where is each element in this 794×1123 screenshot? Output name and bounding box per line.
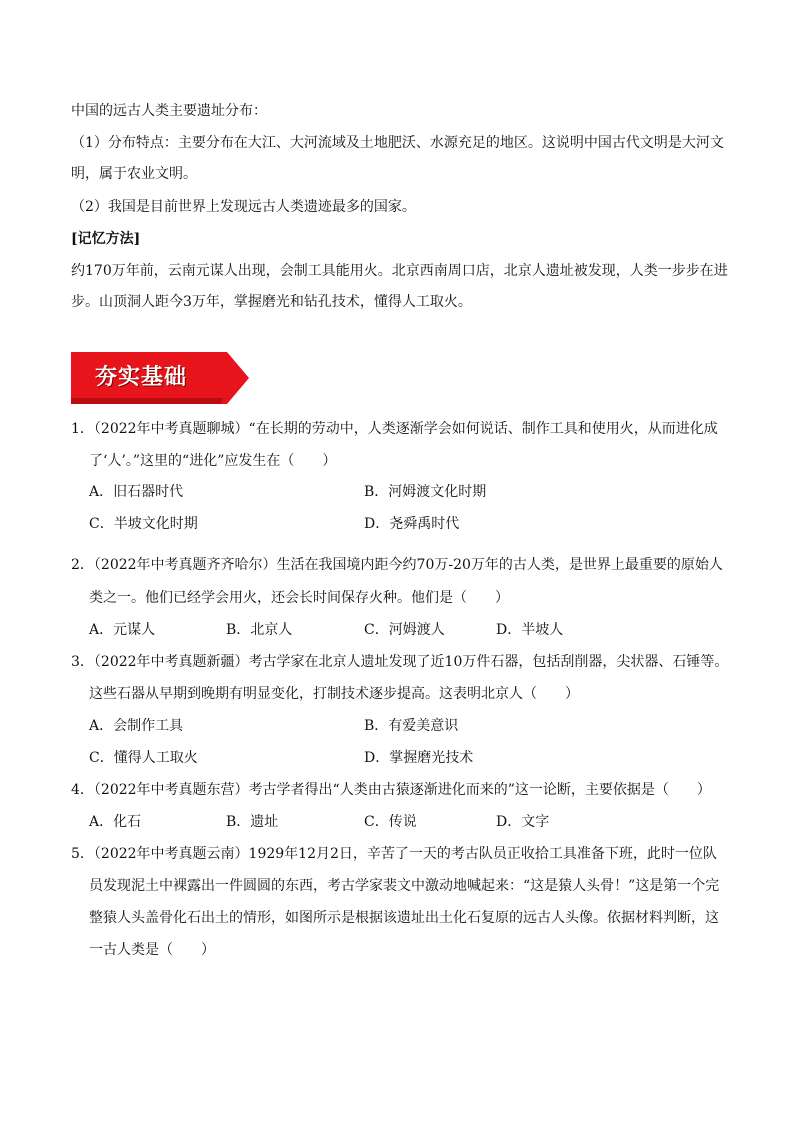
- memory-line2: 步。山顶洞人距今3万年，掌握磨光和钻孔技术，懂得人工取火。: [71, 294, 472, 310]
- question-4-option-a[interactable]: A．化石: [89, 814, 142, 830]
- question-1-line2: 了‘人’。”这里的“进化”应发生在（ ）: [89, 453, 337, 469]
- question-4-line1: 4．（2022年中考真题东营）考古学者得出“人类由古猿逐渐进化而来的”这一论断，主要依据是（ ）: [71, 782, 711, 798]
- question-1-option-b[interactable]: B．河姆渡文化时期: [364, 484, 487, 500]
- question-2-option-c[interactable]: C．河姆渡人: [364, 622, 445, 638]
- intro-point1-line1: （1）分布特点：主要分布在大江、大河流域及土地肥沃、水源充足的地区。这说明中国古代文明是大河文: [71, 135, 724, 151]
- intro-heading: 中国的远古人类主要遗址分布：: [71, 103, 267, 119]
- question-1-line1: 1．（2022年中考真题聊城）“在长期的劳动中，人类逐渐学会如何说话、制作工具和使用火，从而进化成: [71, 421, 718, 437]
- question-4-option-b[interactable]: B．遗址: [226, 814, 279, 830]
- question-2-option-a[interactable]: A．元谋人: [89, 622, 156, 638]
- question-1-option-d[interactable]: D．尧舜禹时代: [364, 516, 460, 532]
- question-4-option-c[interactable]: C．传说: [364, 814, 417, 830]
- question-4-option-d[interactable]: D．文字: [496, 814, 550, 830]
- question-5-line2: 员发现泥土中裸露出一件圆圆的东西，考古学家裴文中激动地喊起来：“这是猿人头骨！”这是第一个完: [89, 878, 720, 894]
- question-2-line1: 2．（2022年中考真题齐齐哈尔）生活在我国境内距今约70万-20万年的古人类，是世界上最重要的原始人: [71, 557, 723, 573]
- question-3-option-a[interactable]: A．会制作工具: [89, 718, 184, 734]
- question-5-line4: 一古人类是（ ）: [89, 942, 215, 958]
- memory-title: [记忆方法]: [71, 231, 141, 247]
- question-1-option-c[interactable]: C．半坡文化时期: [89, 516, 198, 532]
- question-5-line1: 5．（2022年中考真题云南）1929年12月2日，辛苦了一天的考古队员正收拾工具准备下班，此时一位队: [71, 846, 717, 862]
- intro-point2: （2）我国是目前世界上发现远古人类遗迹最多的国家。: [71, 199, 416, 215]
- section-banner-label: 夯实基础: [95, 365, 188, 390]
- intro-point1-line2: 明，属于农业文明。: [71, 166, 197, 182]
- question-3-option-b[interactable]: B．有爱美意识: [364, 718, 459, 734]
- question-3-line1: 3．（2022年中考真题新疆）考古学家在北京人遗址发现了近10万件石器，包括刮削器，尖状器、石锤等。: [71, 654, 729, 670]
- question-5-line3: 整猿人头盖骨化石出土的情形，如图所示是根据该遗址出土化石复原的远古人头像。依据材料判断，这: [89, 910, 719, 926]
- question-3-line2: 这些石器从早期到晚期有明显变化，打制技术逐步提高。这表明北京人（ ）: [89, 686, 579, 702]
- section-banner: [71, 352, 249, 404]
- question-2-line2: 类之一。他们已经学会用火，还会长时间保存火种。他们是（ ）: [89, 590, 509, 606]
- question-2-option-b[interactable]: B．北京人: [226, 622, 293, 638]
- memory-line1: 约170万年前，云南元谋人出现，会制工具能用火。北京西南周口店，北京人遗址被发现，人类一步步在进: [71, 263, 728, 279]
- question-3-option-d[interactable]: D．掌握磨光技术: [364, 750, 474, 766]
- question-2-option-d[interactable]: D．半坡人: [496, 622, 564, 638]
- question-3-option-c[interactable]: C．懂得人工取火: [89, 750, 198, 766]
- question-1-option-a[interactable]: A．旧石器时代: [89, 484, 184, 500]
